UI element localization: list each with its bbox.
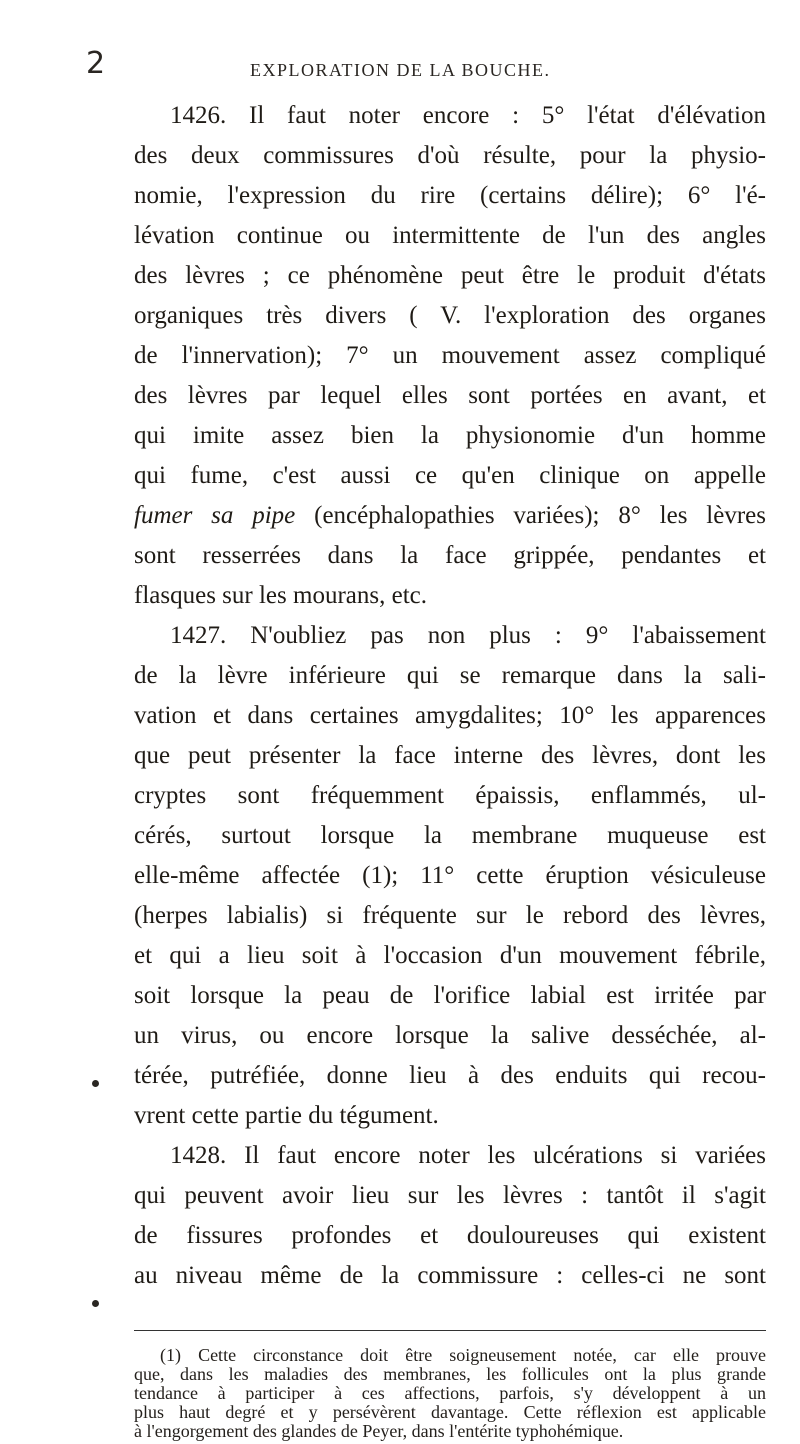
body-line: 1427. N'oubliez pas non plus : 9° l'abaissement — [170, 622, 766, 649]
body-line: lévation continue ou intermittente de l'un des angles — [134, 222, 766, 249]
body-line: des deux commissures d'où résulte, pour la physio- — [134, 142, 766, 169]
body-line-italic — [134, 496, 766, 536]
footnote-line: tendance à participer à ces affections, parfois, s'y développent à un — [134, 1383, 766, 1403]
body-line: vrent cette partie du tégument. — [134, 1102, 439, 1129]
body-line: et qui a lieu soit à l'occasion d'un mouvement fébrile, — [134, 942, 766, 969]
body-line: qui fume, c'est aussi ce qu'en clinique on appelle — [134, 462, 766, 489]
body-line: nomie, l'expression du rire (certains délire); 6° l'é- — [134, 182, 766, 209]
body-line: 1428. Il faut encore noter les ulcérations si variées — [170, 1142, 766, 1169]
italic-line-rest: (encéphalopathies variées); 8° les lèvres — [295, 502, 766, 529]
body-line: des lèvres ; ce phénomène peut être le produit d'états — [134, 262, 766, 289]
body-line: de l'innervation); 7° un mouvement assez compliqué — [134, 342, 766, 369]
footnote-line: à l'engorgement des glandes de Peyer, dans l'entérite typhohémique. — [134, 1421, 624, 1441]
body-line: de fissures profondes et douloureuses qui existent — [134, 1222, 766, 1249]
body-line: elle-même affectée (1); 11° cette éruption vésiculeuse — [134, 862, 766, 889]
footnote-rule — [134, 1330, 766, 1331]
italic-phrase: fumer sa pipe — [134, 502, 296, 529]
body-line: organiques très divers ( V. l'exploration des organes — [134, 302, 766, 329]
footnote-line: que, dans les maladies des membranes, les follicules ont la plus grande — [134, 1364, 766, 1384]
body-line: qui imite assez bien la physionomie d'un homme — [134, 422, 766, 449]
body-line: cryptes sont fréquemment épaissis, enflammés, ul- — [134, 782, 766, 809]
body-line: 1426. Il faut noter encore : 5° l'état d'élévation — [170, 102, 766, 129]
ink-speck — [92, 1080, 99, 1087]
body-line: au niveau même de la commissure : celles-ci ne sont — [134, 1262, 766, 1289]
body-line: cérés, surtout lorsque la membrane muqueuse est — [134, 822, 766, 849]
body-line: térée, putréfiée, donne lieu à des enduits qui recou- — [134, 1062, 766, 1089]
body-line: flasques sur les mourans, etc. — [134, 582, 427, 609]
footnote-line: plus haut degré et y persévèrent davantage. Cette réflexion est applicable — [134, 1402, 766, 1422]
ink-speck — [92, 1300, 99, 1307]
body-line: soit lorsque la peau de l'orifice labial est irritée par — [134, 982, 766, 1009]
body-line: vation et dans certaines amygdalites; 10° les apparences — [134, 702, 766, 729]
body-line: des lèvres par lequel elles sont portées en avant, et — [134, 382, 766, 409]
footnote-line: (1) Cette circonstance doit être soigneusement notée, car elle prouve — [160, 1345, 766, 1365]
page-number: 2 — [86, 46, 106, 81]
running-head: EXPLORATION DE LA BOUCHE. — [250, 60, 551, 80]
body-line: un virus, ou encore lorsque la salive desséchée, al- — [134, 1022, 766, 1049]
body-line: que peut présenter la face interne des lèvres, dont les — [134, 742, 766, 769]
body-line: sont resserrées dans la face grippée, pendantes et — [134, 542, 766, 569]
body-line: de la lèvre inférieure qui se remarque dans la sali- — [134, 662, 766, 689]
body-line: (herpes labialis) si fréquente sur le rebord des lèvres, — [134, 902, 766, 929]
body-line: qui peuvent avoir lieu sur les lèvres : tantôt il s'agit — [134, 1182, 766, 1209]
